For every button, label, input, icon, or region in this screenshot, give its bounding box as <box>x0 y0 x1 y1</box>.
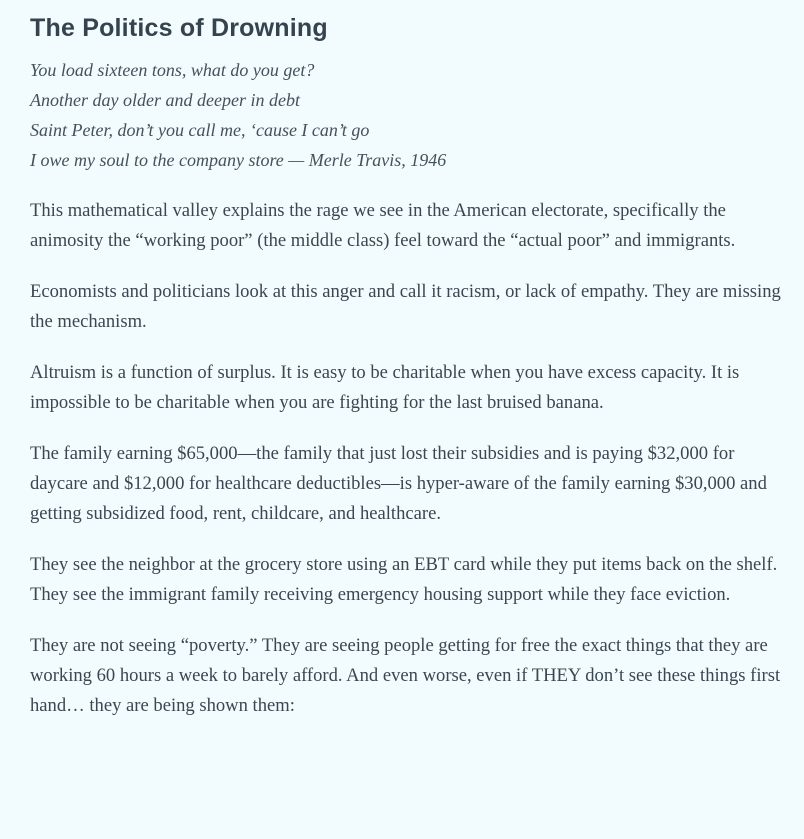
epigraph-quote <box>30 55 790 175</box>
paragraph: Altruism is a function of surplus. It is easy to be charitable when you have excess capacity. It is impossible to be charitable when you are fighting for the last bruised banana. <box>30 361 740 414</box>
epigraph-line: I owe my soul to the company store — Merle Travis, 1946 <box>30 150 447 170</box>
paragraph: This mathematical valley explains the rage we see in the American electorate, specifically the animosity the “working poor” (the middle class) feel toward the “actual poor” and immigrants. <box>30 200 736 252</box>
paragraph: They see the neighbor at the grocery store using an EBT card while they put items back on the shelf. They see the immigrant family receiving emergency housing support while they face eviction. <box>30 553 778 606</box>
article-title: The Politics of Drowning <box>30 14 328 42</box>
epigraph-line: Saint Peter, don’t you call me, ‘cause I can’t go <box>30 120 370 140</box>
paragraph: Economists and politicians look at this anger and call it racism, or lack of empathy. They are missing the mechanism. <box>30 280 781 333</box>
epigraph-line: You load sixteen tons, what do you get? <box>30 60 315 80</box>
paragraph: They are not seeing “poverty.” They are seeing people getting for free the exact things that they are working 60 hours a week to barely afford. And even worse, even if THEY don’t see these things first hand… they are being shown them: <box>30 634 781 717</box>
epigraph-line: Another day older and deeper in debt <box>30 90 300 110</box>
paragraph: The family earning $65,000—the family that just lost their subsidies and is paying $32,000 for daycare and $12,000 for healthcare deductibles—is hyper-aware of the family earning $30,000 and getting subsidized food, rent, childcare, and healthcare. <box>30 442 767 525</box>
